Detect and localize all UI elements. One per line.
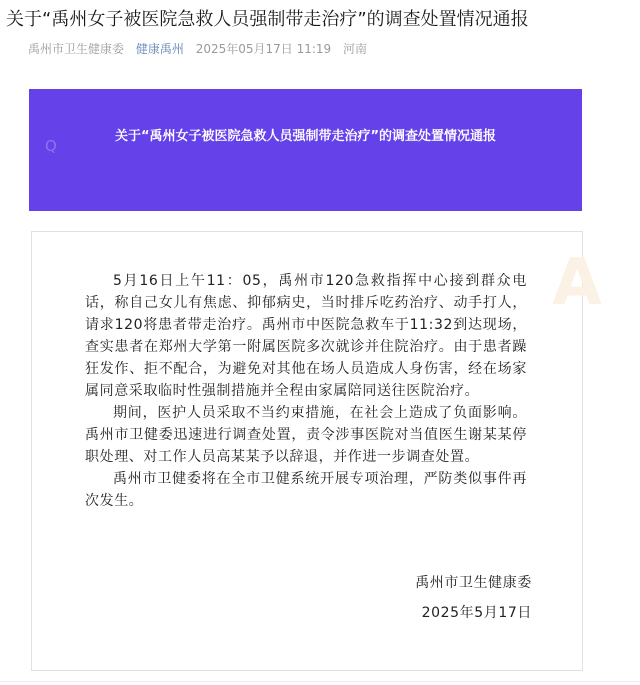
notice-paragraph: 5月16日上午11：05，禹州市120急救指挥中心接到群众电话，称自己女儿有焦虑、抑郁病史，当时排斥吃药治疗、动手打人，请求120将患者带走治疗。禹州市中医院急救车于11:32到达现场，查实患者在郑州大学第一附属医院多次就诊并住院治疗。由于患者躁狂发作、拒不配合，为避免对其他在场人员造成人身伤害，经在场家属同意采取临时性强制措施并全程由家属陪同送往医院治疗。 (85, 273, 527, 399)
article-meta (28, 40, 375, 58)
notice-body (85, 270, 527, 512)
card-decoration-icon: A (552, 246, 602, 320)
divider (0, 681, 640, 682)
notice-date: 2025年5月17日 (421, 605, 532, 621)
meta-datetime: 2025年05月17日 11:19 (195, 42, 332, 56)
notice-card (31, 231, 602, 671)
meta-location: 河南 (343, 42, 368, 56)
notice-signature: 禹州市卫生健康委 (415, 575, 532, 591)
notice-paragraph: 禹州市卫健委将在全市卫健系统开展专项治理，严防类似事件再次发生。 (85, 471, 527, 509)
notice-signature-block (332, 568, 532, 628)
article-banner-image (29, 89, 582, 211)
banner-watermark: Q (45, 137, 57, 155)
banner-title: 关于“禹州女子被医院急救人员强制带走治疗”的调查处置情况通报 (114, 129, 497, 144)
meta-channel-link[interactable]: 健康禹州 (135, 42, 184, 56)
article-title: 关于“禹州女子被医院急救人员强制带走治疗”的调查处置情况通报 (6, 9, 529, 30)
meta-source: 禹州市卫生健康委 (28, 42, 125, 56)
notice-paragraph: 期间，医护人员采取不当约束措施，在社会上造成了负面影响。禹州市卫健委迅速进行调查处置，责令涉事医院对当值医生谢某某停职处理、对工作人员高某某予以辞退，并作进一步调查处置。 (85, 405, 527, 465)
